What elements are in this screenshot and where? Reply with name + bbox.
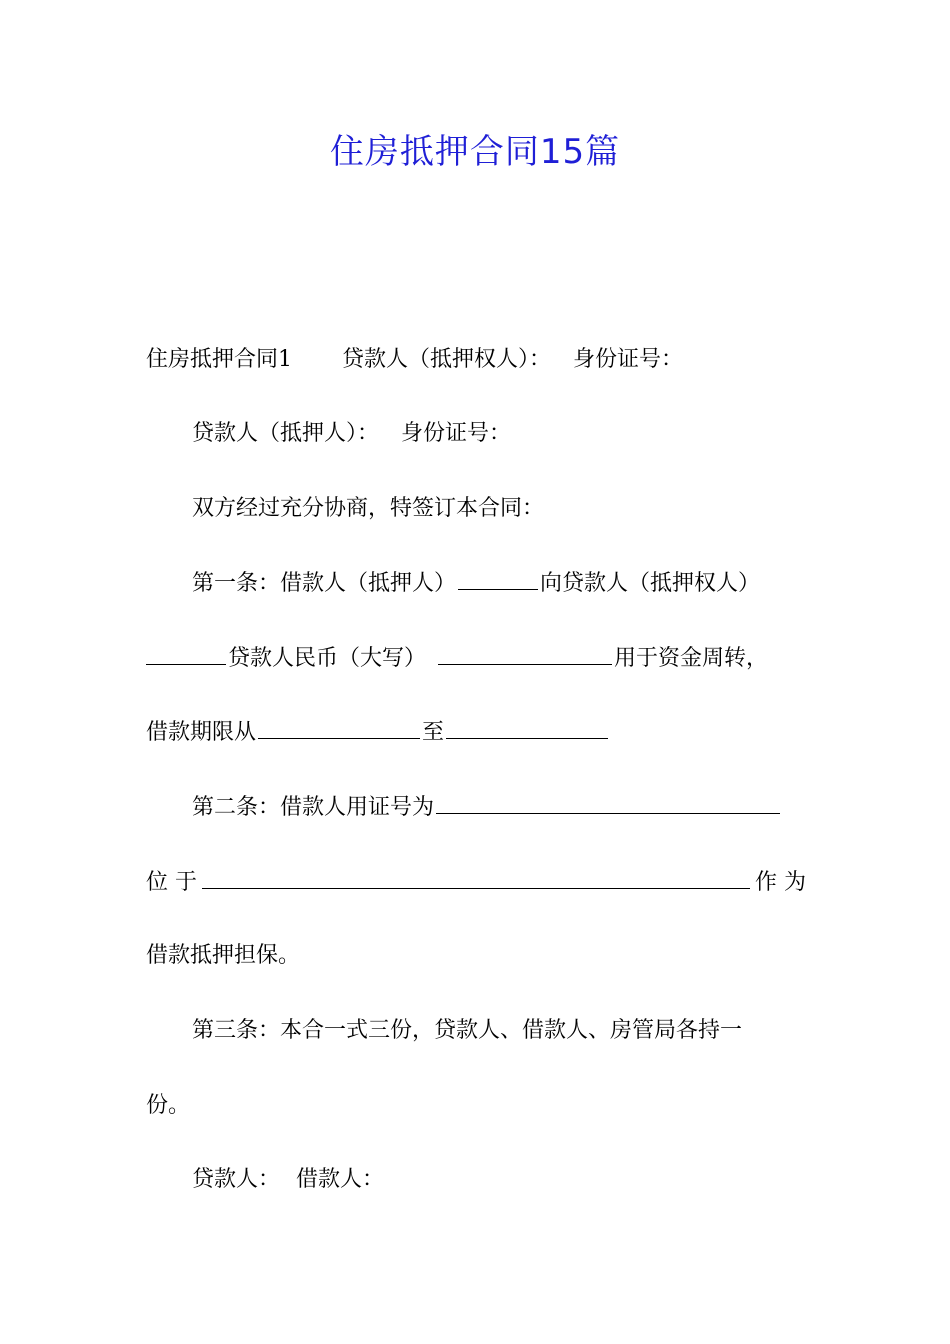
article1-part-c: 贷款人民币（大写） — [228, 646, 427, 671]
article2-part-b: 位 于 — [146, 870, 197, 895]
article1-part-f: 至 — [422, 720, 445, 745]
article2-part-c: 作 为 — [755, 870, 806, 895]
lender-signature-label: 贷款人： — [192, 1167, 281, 1192]
end-date-blank[interactable] — [446, 716, 608, 739]
article2-part-a: 第二条：借款人用证号为 — [192, 795, 435, 820]
contract-heading: 住房抵押合同1 — [146, 347, 292, 372]
borrower-label: 贷款人（抵押人）： — [192, 421, 380, 446]
article3-line1: 第三条：本合一式三份，贷款人、借款人、房管局各持一 — [192, 1018, 743, 1043]
article2-line2 — [146, 866, 806, 899]
article2-line1 — [192, 791, 806, 824]
article1-line1 — [192, 567, 806, 600]
article1-part-b: 向贷款人（抵押权人） — [540, 571, 761, 596]
start-date-blank[interactable] — [258, 716, 420, 739]
article1-line2 — [146, 642, 806, 675]
article3-line2: 份。 — [146, 1093, 191, 1118]
location-blank[interactable] — [202, 866, 750, 889]
article2-line3: 借款抵押担保。 — [146, 943, 301, 968]
document-title: 住房抵押合同15篇 — [329, 132, 621, 172]
signature-line — [192, 1164, 806, 1196]
article1-part-d: 用于资金周转， — [614, 646, 769, 671]
lender-id-label: 身份证号： — [573, 347, 684, 372]
article1-line3 — [146, 716, 806, 749]
contract-header-line — [146, 344, 806, 376]
lender-label: 贷款人（抵押权人）： — [342, 347, 552, 372]
agreement-intro: 双方经过充分协商，特签订本合同： — [192, 496, 545, 521]
borrower-name-blank[interactable] — [458, 567, 538, 590]
amount-blank[interactable] — [438, 642, 612, 665]
article1-part-a: 第一条：借款人（抵押人） — [192, 571, 457, 596]
borrower-line — [192, 418, 806, 450]
lender-name-blank[interactable] — [146, 642, 226, 665]
article1-part-e: 借款期限从 — [146, 720, 257, 745]
borrower-id-label: 身份证号： — [401, 421, 512, 446]
certificate-number-blank[interactable] — [436, 791, 780, 814]
borrower-signature-label: 借款人： — [296, 1167, 385, 1192]
